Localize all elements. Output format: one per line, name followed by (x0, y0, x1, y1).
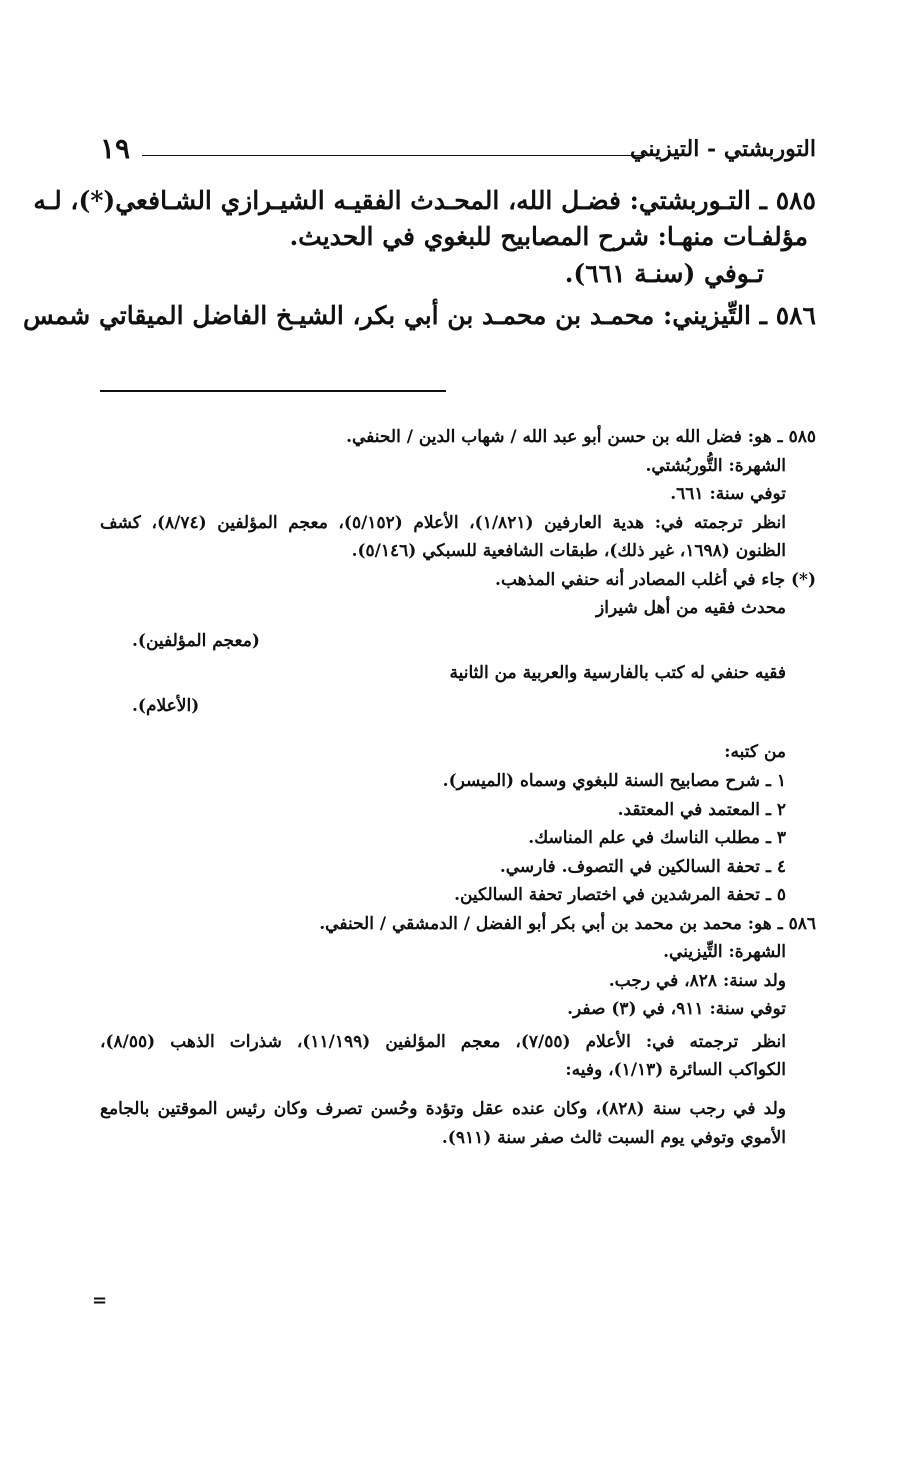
book-item: ٣ ـ مطلب الناسك في علم المناسك. (528, 828, 786, 849)
note-586-shuhra: الشهرة: التِّيزيني. (663, 942, 786, 963)
book-item: ٤ ـ تحفة السالكين في التصوف. فارسي. (499, 856, 786, 877)
note-585-asterisk: (*) جاء في أغلب المصادر أنه حنفي المذهب. (495, 569, 816, 590)
book-item: ٢ ـ المعتمد في المعتقد. (617, 799, 786, 820)
book-item: ٥ ـ تحفة المرشدين في اختصار تحفة السالكين. (454, 885, 786, 906)
note-585-source-1: (معجم المؤلفين). (132, 630, 260, 651)
footnote-rule (100, 390, 446, 392)
entry-585-line-3: تـوفي (سنـة ٦٦١). (564, 258, 764, 288)
note-586-refs-1: انظر ترجمته في: الأعلام (٧/٥٥)، معجم المؤلفين (١١/١٩٩)، شذرات الذهب (٨/٥٥)، (100, 1031, 786, 1052)
main-text (22, 183, 816, 334)
note-585-quote-2: فقيه حنفي له كتب بالفارسية والعربية من الثانية (449, 663, 786, 684)
note-585-source-2: (الأعلام). (132, 695, 200, 716)
note-586-birth: ولد سنة: ٨٢٨، في رجب. (608, 970, 786, 991)
entry-585-line-1: ٥٨٥ ـ التـوربشتي: فضـل الله، المحـدث الفقيـه الشيـرازي الشـافعي(*)، لـه (33, 186, 816, 215)
entry-585-line-2: مؤلفـات منهـا: شرح المصابيح للبغوي في الحديث. (289, 222, 808, 252)
note-585-death: توفي سنة: ٦٦١. (670, 484, 786, 505)
page-number: ١٩ (100, 132, 131, 165)
note-585-refs-2: الظنون (١٦٩٨، غير ذلك)، طبقات الشافعية للسبكي (٥/١٤٦). (351, 541, 786, 562)
footnotes (100, 423, 816, 1152)
note-586-quote-1: ولد في رجب سنة (٨٢٨)، وكان عنده عقل وتؤدة وحُسن تصرف وكان رئيس الموقتين بالجامع (100, 1099, 786, 1120)
note-585-shuhra: الشهرة: التُّوربُشتي. (645, 455, 786, 476)
note-586-quote-2: الأموي وتوفي يوم السبت ثالث صفر سنة (٩١١). (441, 1127, 786, 1148)
page-header (100, 132, 816, 172)
continuation-mark: = (92, 1290, 108, 1311)
note-585-intro: ٥٨٥ ـ هو: فضل الله بن حسن أبو عبد الله / شهاب الدين / الحنفي. (346, 427, 816, 447)
running-head: التوربشتي - التيزيني (630, 136, 816, 162)
note-586-refs-2: الكواكب السائرة (١/١٣)، وفيه: (565, 1060, 786, 1081)
header-rule (142, 155, 656, 156)
note-586-death: توفي سنة: ٩١١، في (٣) صفر. (567, 999, 786, 1020)
note-586-intro: ٥٨٦ ـ هو: محمد بن محمد بن أبي بكر أبو الفضل / الدمشقي / الحنفي. (319, 913, 816, 934)
note-585-books-title: من كتبه: (724, 742, 786, 763)
book-item: ١ ـ شرح مصابيح السنة للبغوي وسماه (الميسر). (442, 771, 786, 792)
entry-586-line-1: ٥٨٦ ـ التِّيزيني: محمـد بن محمـد بن أبي بكر، الشيـخ الفاضل الميقاتي شمس (22, 300, 816, 330)
note-585-refs-1: انظر ترجمته في: هدية العارفين (١/٨٢١)، الأعلام (٥/١٥٢)، معجم المؤلفين (٨/٧٤)، كشف (100, 512, 786, 533)
note-585-quote-1: محدث فقيه من أهل شيراز (596, 598, 786, 619)
